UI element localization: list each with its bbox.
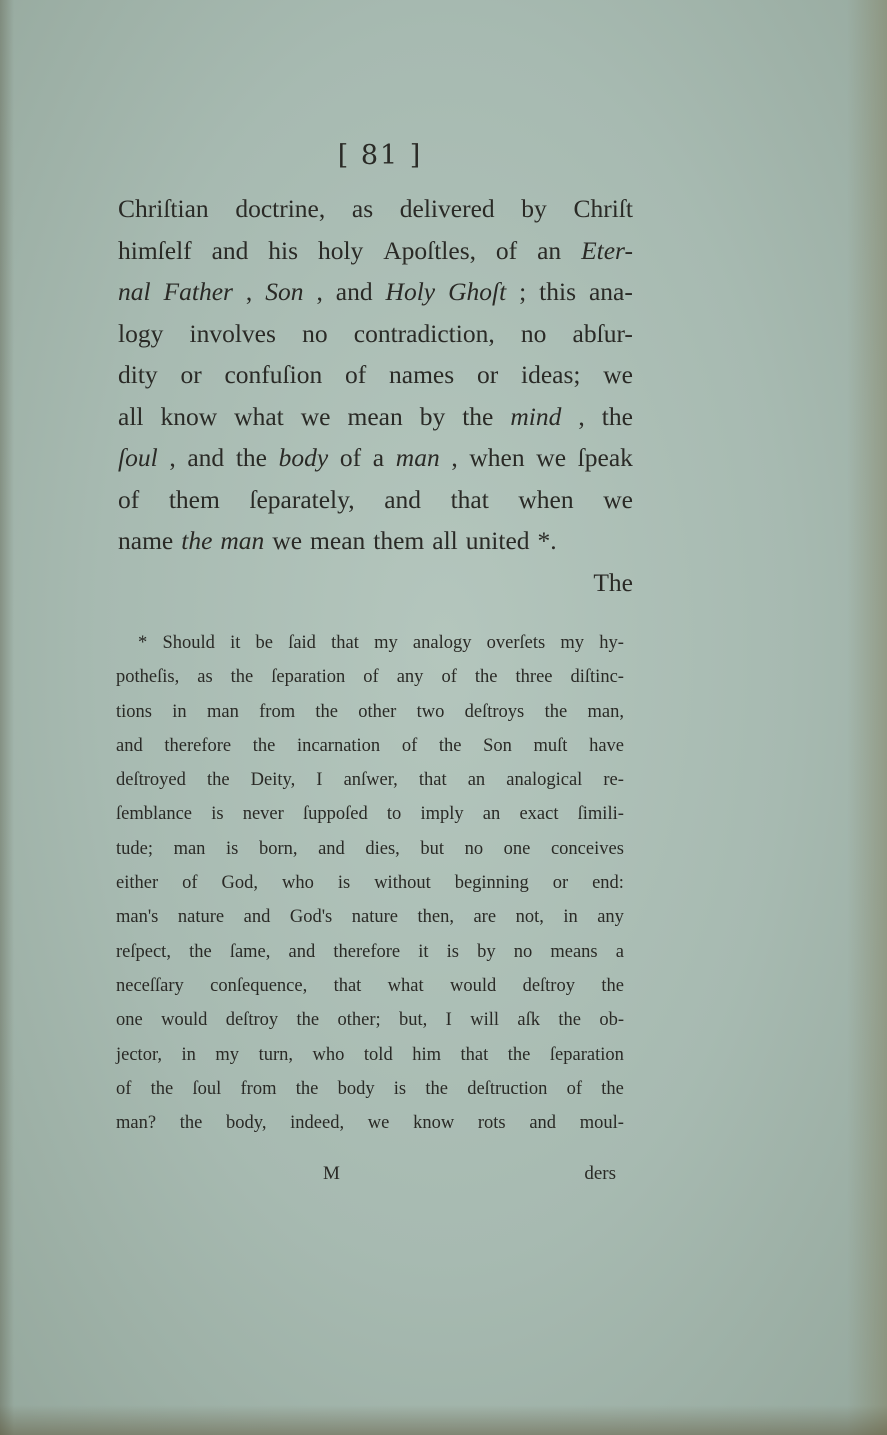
word: the (150, 1078, 174, 1099)
word: a (372, 443, 385, 472)
word: incarnation (296, 735, 381, 756)
main-catchword (118, 562, 633, 604)
word: deſtruction (467, 1078, 548, 1099)
word: body (278, 443, 329, 472)
word: Chriſt (573, 194, 633, 223)
word: the (601, 401, 633, 431)
word: all (432, 526, 458, 555)
word: the (181, 526, 213, 555)
word: ſoul (192, 1078, 222, 1099)
word: overſets (486, 633, 546, 653)
word: three (515, 667, 553, 688)
word: ſuppoſed (302, 804, 368, 825)
footnote-line (116, 1003, 624, 1037)
main-text-line (118, 354, 633, 396)
word: reſpect, (116, 941, 171, 962)
word: his (268, 235, 299, 265)
word: moul- (579, 1113, 624, 1134)
word: conſequence, (210, 975, 308, 996)
word: nature (177, 907, 225, 928)
word: an (467, 770, 486, 791)
word: told (363, 1044, 393, 1065)
word: is (393, 1078, 407, 1099)
word: Father (163, 277, 233, 306)
word: ſame, (229, 941, 271, 962)
word: then, (417, 907, 454, 928)
word: the (296, 1010, 320, 1031)
word: we (367, 1113, 390, 1134)
word: other (358, 701, 397, 722)
word: any (597, 907, 624, 928)
word: him (412, 1044, 441, 1065)
word: neceſſary (116, 975, 184, 996)
word: , (316, 277, 323, 306)
word: end: (592, 873, 624, 894)
main-text-block (118, 188, 633, 603)
word: beginning (454, 873, 529, 894)
word: muſt (533, 735, 568, 756)
word: ana- (588, 277, 633, 306)
word: Son (265, 277, 304, 306)
signature-mark: M (323, 1163, 340, 1184)
word: deſtroy (522, 975, 575, 996)
main-text-line (118, 271, 633, 313)
word: name (118, 526, 174, 555)
word: the (252, 735, 276, 756)
footnote-block (116, 626, 624, 1140)
word: no (464, 838, 484, 859)
footnote-line (116, 935, 624, 969)
word: delivered (399, 194, 495, 223)
word: diſtinc- (570, 667, 624, 688)
word: is (446, 941, 459, 962)
footnote-line (116, 695, 624, 729)
word: aſk (517, 1010, 540, 1031)
word: nal (118, 277, 151, 306)
word: what (234, 401, 284, 431)
word: of (441, 667, 457, 688)
word: my (374, 633, 398, 653)
word: I (445, 1010, 452, 1031)
word: ſoul (118, 443, 158, 472)
word: this (539, 277, 577, 306)
word: a (615, 941, 624, 962)
word: *. (537, 526, 557, 555)
word: and (529, 1113, 557, 1134)
word: involves (189, 318, 276, 348)
word: ſimili- (577, 804, 624, 825)
word: and (288, 941, 316, 962)
word: God, (221, 873, 259, 894)
word: as (197, 667, 213, 688)
word: , (245, 277, 253, 306)
word: man (206, 701, 239, 722)
main-text-line (118, 479, 633, 521)
word: and (335, 277, 373, 306)
word: in (563, 907, 578, 928)
word: deſtroys (464, 701, 525, 722)
word: by (419, 401, 446, 431)
word: ſemblance (116, 804, 193, 825)
word: or (552, 873, 569, 894)
word: in (172, 701, 187, 722)
word: ſeparately, (249, 484, 355, 514)
word: the (179, 1113, 203, 1134)
word: or (180, 360, 202, 389)
word: born, (258, 838, 298, 859)
word: analogical (506, 770, 583, 791)
word: one (116, 1010, 143, 1031)
word: God's (289, 907, 333, 928)
word: rots (477, 1113, 506, 1134)
word: Deity, (250, 770, 296, 791)
footnote-line (116, 900, 624, 934)
word: and (243, 907, 271, 928)
page-number-header: [ 81 ] (337, 140, 423, 171)
word: my (215, 1044, 240, 1065)
word: we (603, 360, 633, 389)
word: an (482, 804, 501, 825)
word: , (169, 443, 176, 472)
page-edge-stain-bottom (0, 1405, 887, 1435)
word: mean (347, 401, 403, 431)
word: know (413, 1113, 455, 1134)
word: by (521, 194, 547, 223)
word: that (331, 633, 359, 653)
word: nature (351, 907, 398, 928)
word: the (425, 1078, 448, 1099)
word: Holy (385, 277, 436, 306)
word: we (272, 526, 303, 555)
word: will (470, 1010, 499, 1031)
word: and (384, 484, 422, 514)
footnote-line (116, 1106, 624, 1140)
word: of (363, 667, 379, 688)
main-text-line (118, 313, 633, 355)
word: is (226, 838, 239, 859)
word: ſaid (288, 633, 316, 653)
word: ſpeak (577, 443, 633, 472)
word: have (589, 735, 624, 756)
footnote-line (116, 832, 624, 866)
word: of (566, 1078, 583, 1099)
footnote-catchword: ders (584, 1163, 616, 1184)
page-edge-stain-right (847, 0, 887, 1435)
word: of (182, 873, 198, 894)
word: all (118, 401, 144, 431)
word: deſtroyed (116, 770, 186, 791)
main-text-line (118, 437, 633, 479)
word: turn, (258, 1044, 294, 1065)
word: man's (116, 907, 159, 928)
word: man (220, 526, 265, 555)
word: would (449, 975, 497, 996)
word: confuſion (224, 360, 323, 389)
word: and (116, 735, 143, 756)
word: logy (118, 318, 164, 348)
word: what (387, 975, 424, 996)
word: I (316, 770, 323, 791)
word: that (333, 975, 362, 996)
word: * (138, 633, 148, 653)
word: man? (116, 1113, 157, 1134)
word: know (160, 401, 218, 431)
catchword-word: The (593, 567, 633, 597)
word: tude; (116, 838, 153, 859)
word: analogy (412, 633, 472, 653)
word: and (187, 443, 225, 472)
word: but (420, 838, 445, 859)
word: body (337, 1078, 375, 1099)
word: holy (317, 235, 364, 265)
footnote-line (116, 626, 624, 660)
word: potheſis, (116, 667, 180, 688)
word: therefore (333, 941, 401, 962)
word: hy- (599, 633, 624, 653)
word: we (300, 401, 331, 431)
word: Son (483, 735, 512, 756)
word: man (395, 443, 440, 472)
word: Ghoſt (448, 277, 507, 306)
word: names (389, 360, 455, 389)
word: of (118, 484, 140, 514)
word: but, (399, 1010, 428, 1031)
word: one (503, 838, 531, 859)
footnote-line (116, 1038, 624, 1072)
word: body, (226, 1113, 267, 1134)
word: the (462, 401, 494, 431)
word: them (373, 526, 425, 555)
word: the (315, 701, 338, 722)
word: the (295, 1078, 319, 1099)
word: two (416, 701, 445, 722)
word: other; (337, 1010, 381, 1031)
word: abſur- (572, 318, 633, 348)
main-text-line (118, 188, 633, 230)
word: the (601, 975, 624, 996)
word: without (374, 873, 431, 894)
word: that (418, 770, 447, 791)
word: from (240, 1078, 277, 1099)
word: and (318, 838, 345, 859)
word: is (337, 873, 351, 894)
word: man, (587, 701, 624, 722)
word: mean (310, 526, 366, 555)
word: of (345, 360, 367, 389)
word: as (351, 194, 374, 223)
word: we (603, 484, 633, 514)
main-text-line (118, 520, 633, 562)
word: therefore (164, 735, 232, 756)
word: the (507, 1044, 531, 1065)
word: exact (519, 804, 559, 825)
word: the (438, 735, 462, 756)
word: by (477, 941, 496, 962)
word: to (386, 804, 402, 825)
word: Should (162, 633, 215, 653)
word: Eter- (581, 235, 633, 265)
word: no (520, 318, 547, 348)
word: united (465, 526, 530, 555)
word: the (558, 1010, 581, 1031)
word: we (536, 443, 567, 472)
word: an (537, 235, 562, 265)
word: are (473, 907, 497, 928)
word: or (476, 360, 499, 389)
word: deſtroy (225, 1010, 279, 1031)
word: , (578, 401, 585, 431)
word: himſelf (118, 235, 192, 265)
word: when (518, 484, 574, 514)
word: indeed, (290, 1113, 345, 1134)
word: the (230, 667, 254, 688)
footnote-line (116, 763, 624, 797)
word: any (396, 667, 424, 688)
word: it (418, 941, 429, 962)
word: means (550, 941, 598, 962)
main-text-line (118, 230, 633, 272)
word: the (544, 701, 568, 722)
main-text-line (118, 396, 633, 438)
word: of (339, 443, 362, 472)
footnote-line (116, 729, 624, 763)
word: anſwer, (343, 770, 398, 791)
word: of (495, 235, 518, 265)
footnote-line (116, 969, 624, 1003)
word: my (560, 633, 585, 653)
word: from (259, 701, 296, 722)
word: man (173, 838, 206, 859)
word: who (282, 873, 314, 894)
word: never (242, 804, 284, 825)
footnote-line (116, 660, 624, 694)
word: of (116, 1078, 132, 1099)
word: Chriſtian (118, 194, 209, 223)
word: ; (519, 277, 527, 306)
word: and (211, 235, 249, 265)
word: in (181, 1044, 196, 1065)
word: it (230, 633, 241, 653)
word: the (235, 443, 267, 472)
word: ſeparation (549, 1044, 624, 1065)
word: jector, (116, 1044, 162, 1065)
word: dies, (365, 838, 400, 859)
word: the (601, 1078, 624, 1099)
word: conceives (550, 838, 624, 859)
word: be (255, 633, 273, 653)
word: Apoſtles, (383, 235, 477, 265)
word: either (116, 873, 159, 894)
word: ideas; (521, 360, 581, 389)
word: the (189, 941, 212, 962)
word: doctrine, (235, 194, 326, 223)
word: tions (116, 701, 152, 722)
word: of (401, 735, 418, 756)
footnote-line (116, 866, 624, 900)
word: mind (510, 401, 562, 431)
word: ſeparation (271, 667, 346, 688)
word: re- (603, 770, 624, 791)
word: who (312, 1044, 345, 1065)
word: no (302, 318, 328, 348)
word: contradiction, (353, 318, 495, 348)
word: imply (420, 804, 464, 825)
word: the (474, 667, 498, 688)
word: that (450, 484, 489, 514)
word: is (211, 804, 224, 825)
word: no (513, 941, 533, 962)
word: dity (118, 360, 158, 389)
page-edge-shadow-left (0, 0, 14, 1435)
word: not, (515, 907, 544, 928)
word: that (460, 1044, 489, 1065)
word: , (451, 443, 458, 472)
word: them (168, 484, 220, 514)
word: when (469, 443, 525, 472)
word: ob- (599, 1010, 624, 1031)
footnote-line (116, 1072, 624, 1106)
word: would (161, 1010, 208, 1031)
word: the (206, 770, 230, 791)
footnote-line (116, 797, 624, 831)
